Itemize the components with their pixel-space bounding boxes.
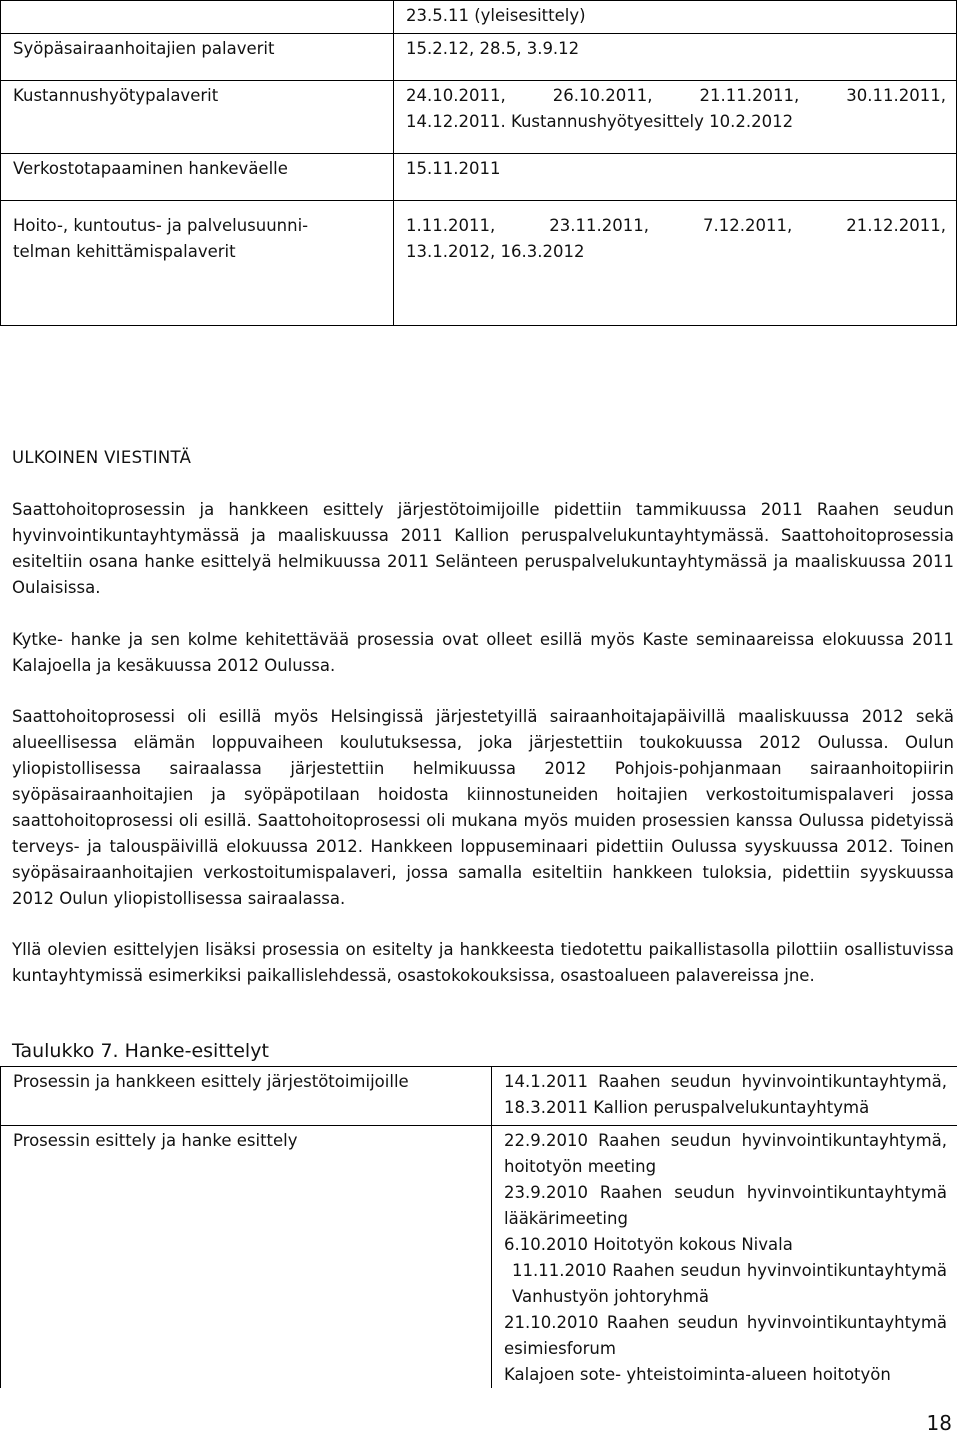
table-cell-value [394, 81, 957, 154]
date-line: 13.1.2012, 16.3.2012 [406, 242, 585, 261]
table-row [1, 1067, 958, 1126]
date-item: 21.11.2011, [699, 86, 800, 105]
section-heading: ULKOINEN VIESTINTÄ [12, 448, 192, 467]
paragraph: Saattohoitoprosessin ja hankkeen esittely järjestötoimijoille pidettiin tammikuussa 2011 Raahen seudun hyvinvointikuntayhtymässä ja maaliskuussa 2011 Kallion peruspalvelukuntayhtymässä. Saattohoitoprosessia esiteltiin osana hanke esittelyä helmikuussa 2011 Selänteen peruspalvelukuntayhtymässä ja maaliskuussa 2011 Oulaisissa. [12, 500, 954, 597]
entry: 22.9.2010 Raahen seudun hyvinvointikuntayhtymä, hoitotyön meeting [504, 1131, 947, 1176]
table-row [1, 81, 957, 154]
date-line: 14.12.2011. Kustannushyötyesittely 10.2.2012 [406, 112, 794, 131]
table-cell-value: 23.5.11 (yleisesittely) [394, 1, 957, 34]
table-cell-value [492, 1126, 958, 1389]
table-cell-label [1, 201, 394, 326]
entry: 11.11.2010 Raahen seudun hyvinvointikuntayhtymä Vanhustyön johtoryhmä [512, 1261, 947, 1306]
meetings-table [0, 0, 957, 326]
table-row [1, 201, 957, 326]
date-line [406, 83, 946, 109]
date-line [406, 213, 946, 239]
table-cell-value: 15.11.2011 [394, 154, 957, 201]
table-cell-label [1, 1, 394, 34]
table-cell-value [394, 201, 957, 326]
table-cell-label: Prosessin esittely ja hanke esittely [1, 1126, 492, 1389]
entry: 23.9.2010 Raahen seudun hyvinvointikuntayhtymä lääkärimeeting [504, 1183, 947, 1228]
entry: Kalajoen sote- yhteistoiminta-alueen hoitotyön [504, 1365, 891, 1384]
date-item: 21.12.2011, [846, 216, 946, 235]
table-row [1, 154, 957, 201]
paragraph: Saattohoitoprosessi oli esillä myös Helsingissä järjestetyillä sairaanhoitajapäivillä maaliskuussa 2012 sekä alueellisessa elämän loppuvaiheen koulutuksessa, joka järjestettiin toukokuussa 2012 Oulussa. Oulun yliopistollisessa sairaalassa järjestettiin helmikuussa 2012 Pohjois-pohjanmaan sairaanhoitopiirin syöpäsairaanhoitajien ja syöpäpotilaan hoidosta kiinnostuneiden hoitajien verkostoitumispalaveri jossa saattohoitoprosessi oli esillä. Saattohoitoprosessi oli mukana myös muiden prosessien kanssa Oulussa pidetyissä terveys- ja talouspäivillä elokuussa 2012. Hankkeen loppuseminaari pidettiin Oulussa syyskuussa 2012. Toinen syöpäsairaanhoitajien verkostoitumispalaveri, jossa samalla esiteltiin hankkeen tuloksia, pidettiin syyskuussa 2012 Oulun yliopistollisessa sairaalassa. [12, 707, 954, 908]
table-cell-label: Prosessin ja hankkeen esittely järjestötoimijoille [1, 1067, 492, 1126]
date-item: 1.11.2011, [406, 216, 496, 235]
date-item: 26.10.2011, [552, 86, 653, 105]
paragraph: Kytke- hanke ja sen kolme kehitettävää prosessia ovat olleet esillä myös Kaste seminaareissa elokuussa 2011 Kalajoella ja kesäkuussa 2012 Oulussa. [12, 630, 954, 675]
entry: 21.10.2010 Raahen seudun hyvinvointikuntayhtymä esimiesforum [504, 1313, 947, 1358]
date-item: 23.11.2011, [549, 216, 649, 235]
table-row [1, 1, 957, 34]
table-cell-label: Syöpäsairaanhoitajien palaverit [1, 34, 394, 81]
table-cell-value: 14.1.2011 Raahen seudun hyvinvointikuntayhtymä, 18.3.2011 Kallion peruspalvelukuntayhtymä [492, 1067, 958, 1126]
table-cell-label: Verkostotapaaminen hankeväelle [1, 154, 394, 201]
presentations-table [0, 1066, 957, 1388]
label-text: Hoito-, kuntoutus- ja palvelusuunni- [13, 216, 309, 235]
table-row [1, 34, 957, 81]
table-row [1, 1126, 958, 1389]
paragraph: Yllä olevien esittelyjen lisäksi prosessia on esitelty ja hankkeesta tiedotettu paikallistasolla pilottiin osallistuvissa kuntayhtymissä esimerkiksi paikallislehdessä, osastokokouksissa, osastoalueen palavereissa jne. [12, 940, 954, 985]
date-item: 30.11.2011, [846, 86, 946, 105]
date-item: 24.10.2011, [406, 86, 506, 105]
label-line [13, 213, 383, 239]
label-line: telman kehittämispalaverit [13, 242, 236, 261]
page-number: 18 [926, 1411, 952, 1435]
table-cell-label: Kustannushyötypalaverit [1, 81, 394, 154]
date-item: 7.12.2011, [703, 216, 793, 235]
table-cell-value: 15.2.12, 28.5, 3.9.12 [394, 34, 957, 81]
entry: 6.10.2010 Hoitotyön kokous Nivala [504, 1235, 793, 1254]
table-caption: Taulukko 7. Hanke-esittelyt [12, 1040, 269, 1062]
